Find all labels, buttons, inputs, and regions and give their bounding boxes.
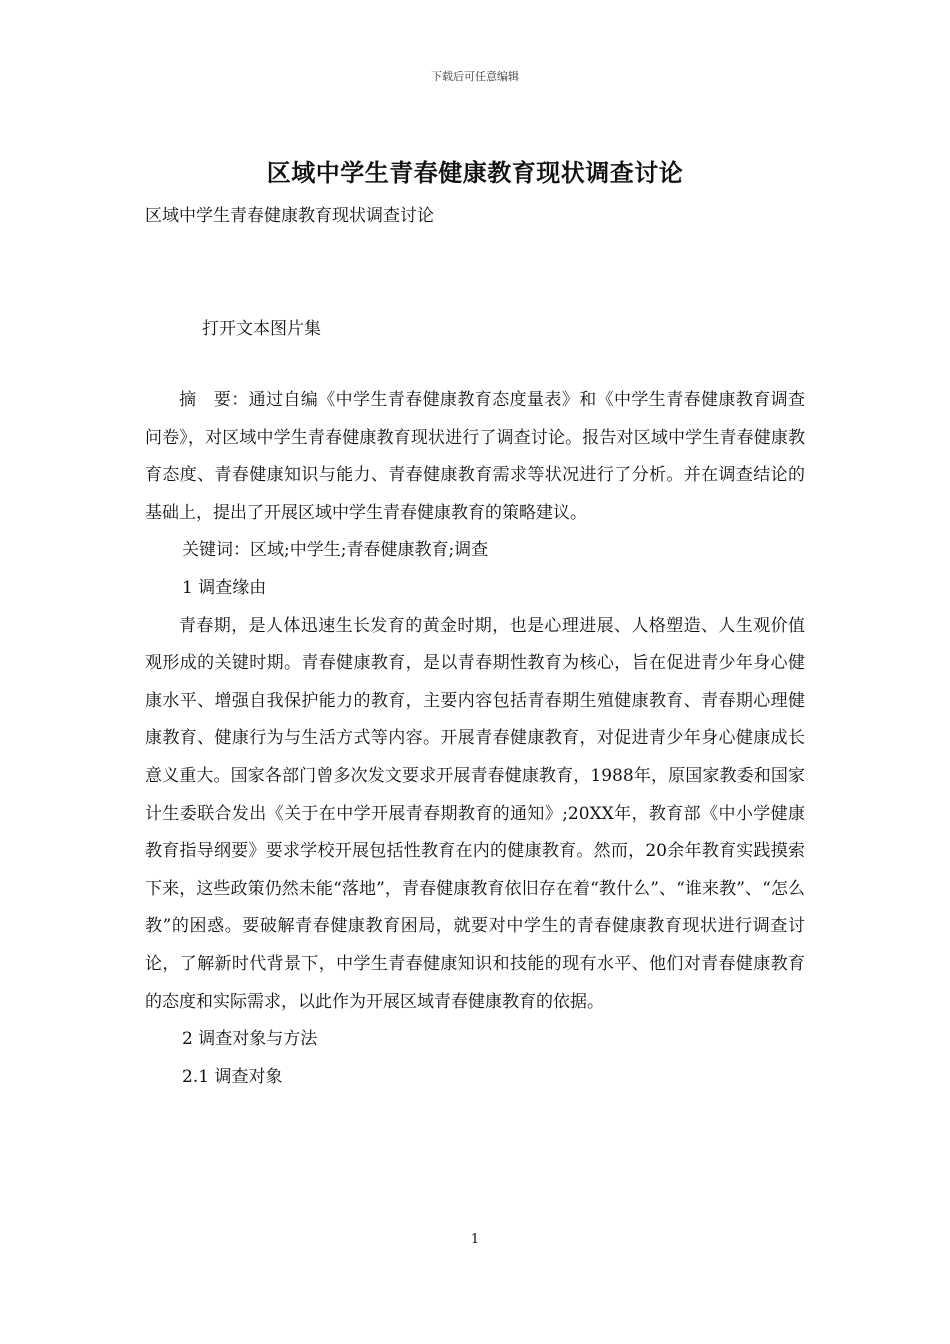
document-subtitle: 区域中学生青春健康教育现状调查讨论: [145, 206, 434, 226]
page-header-note: 下载后可任意编辑: [431, 70, 519, 83]
section-2-1-heading: 2.1 调查对象: [182, 1066, 283, 1087]
section-1-paragraph: 青春期，是人体迅速生长发育的黄金时期，也是心理进展、人格塑造、人生观价值观形成的关键时期。青春健康教育，是以青春期性教育为核心，旨在促进青少年身心健康水平、增强自我保护能力的教育，主要内容包括青春期生殖健康教育、青春期心理健康教育、健康行为与生活方式等内容。开展青春健康教育，对促进青少年身心健康成长意义重大。国家各部门曾多次发文要求开展青春健康教育，1988年，原国家教委和国家计生委联合发出《关于在中学开展青春期教育的通知》;20XX年，教育部《中小学健康教育指导纲要》要求学校开展包括性教育在内的健康教育。然而，20余年教育实践摸索下来，这些政策仍然未能“落地”，青春健康教育依旧存在着“教什么”、“谁来教”、“怎么教”的困惑。要破解青春健康教育困局，就要对中学生的青春健康教育现状进行调查讨论，了解新时代背景下，中学生青春健康知识和技能的现有水平、他们对青春健康教育的态度和实际需求，以此作为开展区域青春健康教育的依据。: [145, 615, 805, 1012]
section-2-heading: 2 调查对象与方法: [182, 1029, 318, 1050]
abstract-paragraph: 摘 要：通过自编《中学生青春健康教育态度量表》和《中学生青春健康教育调查问卷》，对区域中学生青春健康教育现状进行了调查讨论。报告对区域中学生青春健康教育态度、青春健康知识与能力、青春健康教育需求等状况进行了分析。并在调查结论的基础上，提出了开展区域中学生青春健康教育的策略建议。: [145, 390, 805, 523]
document-title: 区域中学生青春健康教育现状调查讨论: [266, 158, 684, 187]
page-number: 1: [470, 1232, 480, 1247]
section-1-heading: 1 调查缘由: [182, 577, 267, 598]
keywords-line: 关键词：区域;中学生;青春健康教育;调查: [182, 540, 489, 561]
document-body: [145, 382, 805, 1096]
open-gallery-link[interactable]: 打开文本图片集: [202, 319, 321, 339]
